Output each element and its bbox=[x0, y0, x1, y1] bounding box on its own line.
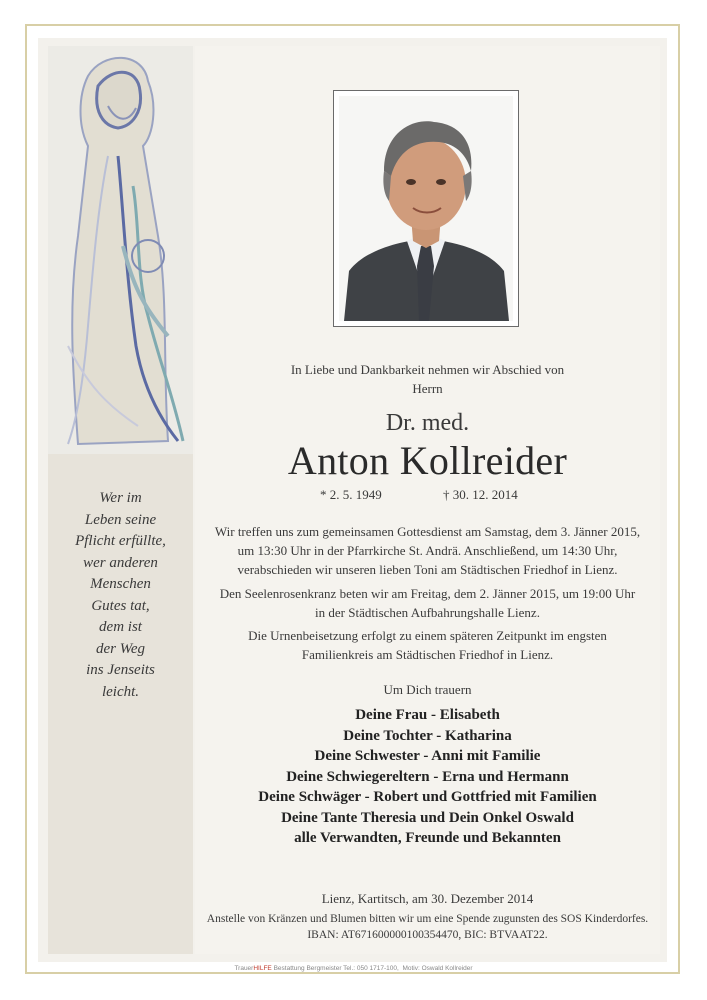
quote-line: Pflicht erfüllte, bbox=[75, 533, 166, 549]
funeral-paragraph bbox=[195, 522, 660, 579]
memorial-quote bbox=[48, 488, 193, 703]
quote-line: Menschen bbox=[90, 576, 151, 592]
mourner-line: Deine Schwester - Anni mit Familie bbox=[314, 748, 541, 764]
mourners-list bbox=[195, 705, 660, 849]
paragraph-line: Wir treffen uns zum gemeinsamen Gottesdienst am Samstag, dem 3. Jänner 2015, bbox=[214, 524, 641, 539]
place-date: Lienz, Kartitsch, am 30. Dezember 2014 bbox=[321, 891, 534, 906]
mourner-line: Deine Schwiegereltern - Erna und Hermann bbox=[286, 768, 569, 785]
quote-line: leicht. bbox=[101, 683, 140, 700]
mourner-line: Deine Tante Theresia und Dein Onkel Oswald bbox=[281, 809, 574, 826]
portrait-photo bbox=[339, 96, 513, 321]
intro-text bbox=[195, 360, 660, 398]
mourner-line: Deine Tochter - Katharina bbox=[343, 727, 512, 744]
quote-line: ins Jenseits bbox=[86, 662, 155, 678]
urn-paragraph bbox=[195, 626, 660, 664]
footer-motiv: Motiv: Oswald Kollreider bbox=[402, 965, 473, 972]
footer-brand-prefix: Trauer bbox=[234, 965, 254, 972]
paragraph-line: Familienkreis am Städtischen Friedhof in Lienz. bbox=[301, 647, 554, 662]
footer-brand-hilfe: HILFE bbox=[253, 965, 272, 972]
mourner-line: Deine Frau - Elisabeth bbox=[355, 707, 500, 723]
paragraph-line: verabschieden wir unseren lieben Toni am Städtischen Friedhof in Lienz. bbox=[237, 562, 618, 577]
portrait-illustration bbox=[339, 96, 513, 321]
donation-note bbox=[190, 911, 665, 943]
academic-title: Dr. med. bbox=[385, 410, 470, 436]
artwork-figure-illustration bbox=[48, 46, 193, 454]
quote-line: Leben seine bbox=[84, 511, 157, 528]
quote-line: dem ist bbox=[99, 619, 142, 635]
footer-credit bbox=[0, 965, 707, 972]
quote-line: Gutes tat, bbox=[91, 597, 150, 614]
paragraph-line: um 13:30 Uhr in der Pfarrkirche St. Andrä. Anschließend, um 14:30 Uhr, bbox=[237, 543, 618, 558]
portrait-frame bbox=[333, 90, 519, 327]
intro-line: In Liebe und Dankbarkeit nehmen wir Abschied von bbox=[290, 362, 565, 377]
quote-line: Wer im bbox=[99, 490, 142, 506]
iban-line: IBAN: AT671600000100354470, BIC: BTVAAT22. bbox=[307, 929, 548, 941]
intro-salutation: Herrn bbox=[412, 381, 443, 396]
artwork-image bbox=[48, 46, 193, 454]
paragraph-line: Den Seelenrosenkranz beten wir am Freitag, dem 2. Jänner 2015, um 19:00 Uhr bbox=[219, 586, 636, 601]
mourners-intro: Um Dich trauern bbox=[383, 682, 472, 697]
death-date: † 30. 12. 2014 bbox=[443, 487, 518, 502]
mourner-line: alle Verwandten, Freunde und Bekannten bbox=[294, 830, 561, 846]
footer-contact: Bestattung Bergmeister Tel.: 050 1717-100, bbox=[271, 965, 399, 972]
paragraph-line: Die Urnenbeisetzung erfolgt zu einem späteren Zeitpunkt im engsten bbox=[248, 628, 607, 643]
birth-date: * 2. 5. 1949 bbox=[320, 487, 382, 502]
quote-line: der Weg bbox=[95, 640, 146, 657]
quote-line: wer anderen bbox=[83, 554, 158, 571]
mourner-line: Deine Schwäger - Robert und Gottfried mit Familien bbox=[258, 789, 597, 805]
donation-line: Anstelle von Kränzen und Blumen bitten wir um eine Spende zugunsten des SOS Kinderdorfes. bbox=[206, 913, 649, 925]
paragraph-line: in der Städtischen Aufbahrungshalle Lienz. bbox=[315, 605, 540, 620]
rosary-paragraph bbox=[195, 584, 660, 622]
deceased-name: Anton Kollreider bbox=[287, 438, 568, 483]
